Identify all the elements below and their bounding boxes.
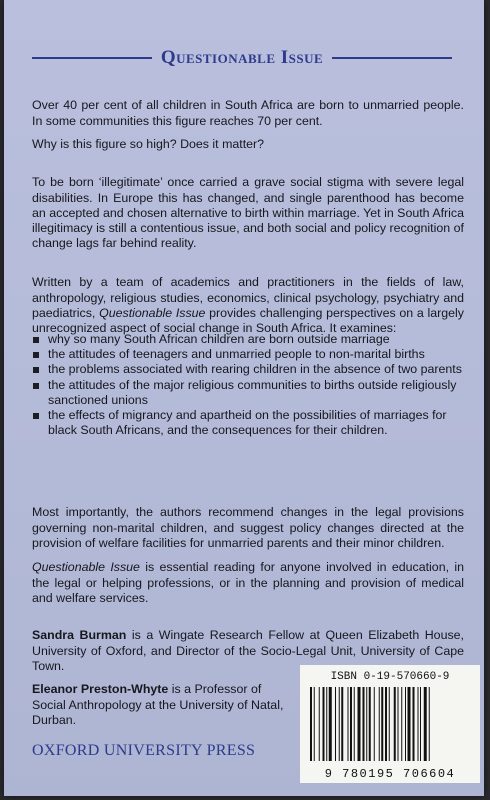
barcode-bar bbox=[374, 687, 375, 761]
isbn-barcode bbox=[300, 665, 480, 783]
barcode-bar bbox=[366, 687, 367, 761]
audience-text: is essential reading for anyone involved in education, in the legal or helping professions, or in the planning and provision of medical and welfare services. bbox=[32, 560, 464, 605]
barcode-bar bbox=[354, 687, 355, 761]
examined-topics-list bbox=[32, 332, 462, 438]
barcode-bar bbox=[424, 687, 427, 761]
barcode-bar bbox=[385, 687, 387, 761]
ean-number: 9 780195 706604 bbox=[324, 767, 456, 781]
author-bio: is a Professor of Social Anthropology at the University of Natal, Durban. bbox=[32, 682, 284, 727]
bullet-square-icon bbox=[33, 383, 39, 389]
list-item: the effects of migrancy and apartheid on the possibilities of marriages for black South Africans, and the consequences for their children. bbox=[32, 408, 462, 438]
barcode-bar bbox=[379, 687, 380, 761]
author-bio-preston-whyte bbox=[32, 682, 294, 728]
list-item: why so many South African children are born outside marriage bbox=[32, 332, 462, 347]
book-title: Questionable Issue bbox=[160, 47, 324, 68]
barcode-bar bbox=[314, 687, 315, 761]
paragraph-stigma: To be born ‘illegitimate’ once carried a grave social stigma with severe legal disabilities. In Europe this has changed, and single parenthood has become an accepted and chosen alternative to birth within marriage. Yet in South Africa illegitimacy is still a contentious issue, and both social and policy recognition of change lags far behind reality. bbox=[32, 175, 464, 251]
paragraph-recommendations: Most importantly, the authors recommend changes in the legal provisions governing non-marital children, and suggest policy changes directed at the provision of welfare facilities for unmarried parents and their minor children. bbox=[32, 505, 464, 550]
barcode-bar bbox=[335, 687, 336, 761]
barcode-bar bbox=[358, 687, 361, 761]
barcode-bar bbox=[420, 687, 421, 761]
paragraph-statistics: Over 40 per cent of all children in South Africa are born to unmarried people. In some communities this figure reaches 70 per cent. bbox=[32, 98, 464, 128]
barcode-bar bbox=[326, 687, 327, 761]
barcode-bar bbox=[319, 687, 320, 761]
barcode-bar bbox=[418, 687, 419, 761]
book-title-inline: Questionable Issue bbox=[99, 305, 206, 320]
paragraph-question: Why is this figure so high? Does it matter? bbox=[32, 137, 265, 152]
barcode-bar bbox=[401, 687, 402, 761]
title-rule-right bbox=[332, 57, 452, 59]
author-bio: is a Wingate Research Fellow at Queen Elizabeth House, University of Oxford, and Director of the Socio-Legal Unit, University of Cape Town. bbox=[32, 628, 464, 673]
barcode-bar bbox=[408, 687, 411, 761]
barcode-bar bbox=[341, 687, 343, 761]
paragraph-contributors bbox=[32, 275, 464, 336]
barcode-bar bbox=[310, 687, 312, 761]
publisher-imprint: OXFORD UNIVERSITY PRESS bbox=[32, 742, 256, 759]
list-item: the attitudes of the major religious communities to births outside religiously sanctioned unions bbox=[32, 378, 462, 408]
barcode-bar bbox=[405, 687, 406, 761]
bullet-square-icon bbox=[33, 413, 39, 419]
contributors-text-end: provides challenging perspectives on a largely unrecognized aspect of social change in South Africa. It examines: bbox=[32, 305, 465, 335]
bullet-square-icon bbox=[33, 352, 39, 358]
list-item: the attitudes of teenagers and unmarried people to non-marital births bbox=[32, 347, 462, 362]
barcode-bar bbox=[339, 687, 340, 761]
isbn-number: ISBN 0-19-570660-9 bbox=[330, 671, 450, 683]
barcode-bar bbox=[394, 687, 396, 761]
book-back-cover bbox=[4, 0, 484, 796]
barcode-bar bbox=[350, 687, 352, 761]
author-name: Eleanor Preston-Whyte bbox=[32, 682, 169, 697]
barcode-bar bbox=[363, 687, 365, 761]
barcode-bar bbox=[369, 687, 371, 761]
barcode-bar bbox=[413, 687, 415, 761]
barcode-bar bbox=[389, 687, 390, 761]
barcode-bar bbox=[398, 687, 399, 761]
barcode-bar bbox=[323, 687, 325, 761]
barcode-bar bbox=[381, 687, 383, 761]
author-name: Sandra Burman bbox=[32, 628, 127, 643]
title-row bbox=[32, 44, 452, 72]
barcode-bar bbox=[429, 687, 430, 761]
bullet-square-icon bbox=[33, 367, 39, 373]
paragraph-audience bbox=[32, 560, 464, 606]
bullet-square-icon bbox=[33, 337, 39, 343]
contributors-text: Written by a team of academics and practitioners in the fields of law, anthropology, religious studies, economics, clinical psychology, psychiatry and paediatrics, bbox=[32, 275, 464, 320]
barcode-bar bbox=[329, 687, 332, 761]
barcode-bar bbox=[348, 687, 349, 761]
book-title-inline: Questionable Issue bbox=[32, 560, 140, 575]
list-item: the problems associated with rearing children in the absence of two parents bbox=[32, 362, 462, 377]
barcode-bars bbox=[308, 687, 472, 761]
